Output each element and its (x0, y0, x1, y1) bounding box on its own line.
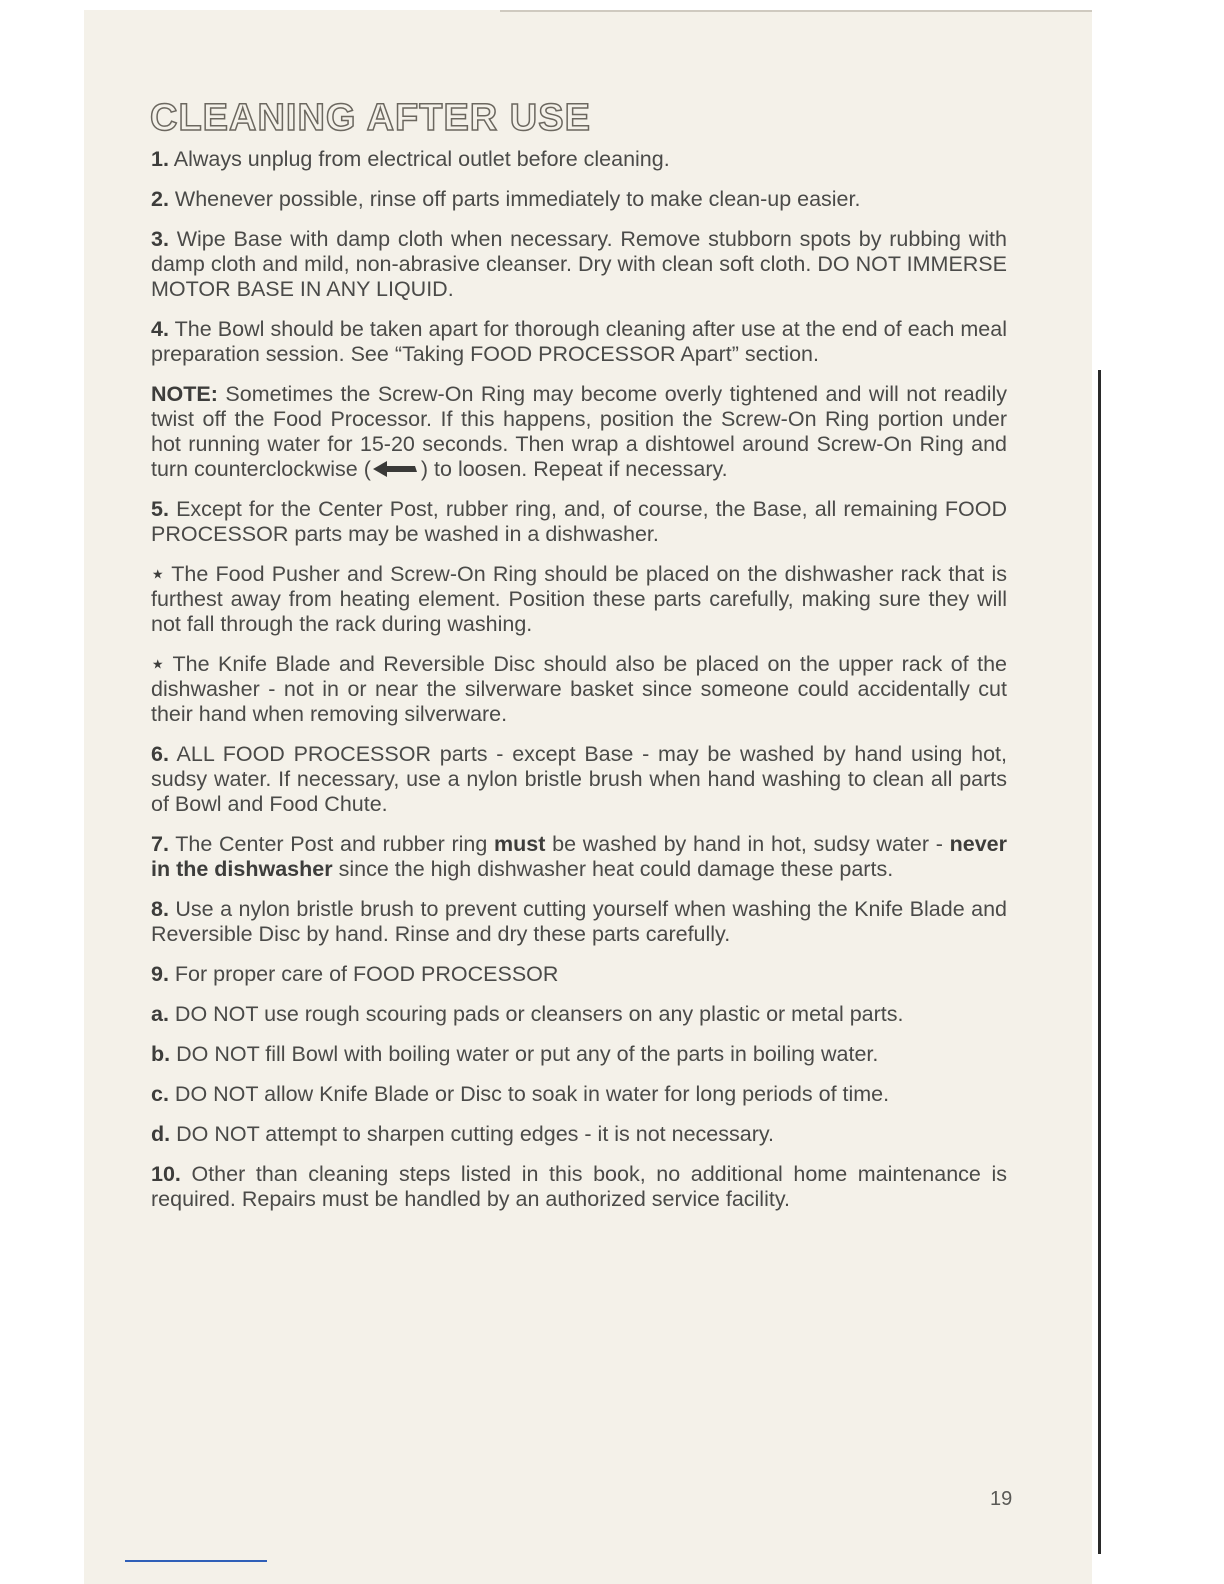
list-item (151, 742, 1007, 817)
list-item (151, 317, 1007, 367)
item-text: DO NOT fill Bowl with boiling water or put any of the parts in boiling water. (176, 1042, 879, 1066)
paren-close: ) (420, 457, 429, 481)
note-label: NOTE: (151, 382, 218, 406)
instructions-list (151, 147, 1007, 1227)
paren-open: ( (363, 457, 371, 481)
emphasis-text: never in the dishwasher (151, 832, 1007, 881)
list-item (151, 227, 1007, 302)
list-item (151, 1162, 1007, 1212)
list-item (151, 497, 1007, 547)
note-text: Sometimes the Screw-On Ring may become overly tightened and will not readily twist off the Food Processor. If this happens, position the Screw-On Ring portion under hot running water for 15-20 seconds. Then wrap a dishtowel around Screw-On Ring and turn counterclockwise (151, 382, 1008, 481)
item-text: since the high dishwasher heat could damage these parts. (338, 857, 894, 881)
item-number: 5. (151, 497, 169, 521)
item-number: 9. (151, 962, 169, 986)
item-text: The Bowl should be taken apart for thorough cleaning after use at the end of each meal preparation session. See “Taking FOOD PROCESSOR Apart” section. (151, 317, 1007, 366)
item-text: ALL FOOD PROCESSOR parts - except Base - may be washed by hand using hot, sudsy water. If necessary, use a nylon bristle brush when hand washing to clean all parts of Bowl and Food Chute. (151, 742, 1007, 816)
sub-item (151, 1122, 1007, 1147)
star-item (151, 562, 1007, 637)
item-text: DO NOT use rough scouring pads or cleansers on any plastic or metal parts. (174, 1002, 904, 1026)
emphasis-text: must (494, 832, 546, 856)
note-paragraph (151, 382, 1007, 482)
counterclockwise-arrow-icon (371, 459, 421, 479)
star-icon: ⋆ (151, 562, 165, 586)
item-text: Other than cleaning steps listed in this book, no additional home maintenance is required. Repairs must be handled by an authorized service facility. (151, 1162, 1007, 1211)
sub-item (151, 1042, 1007, 1067)
item-text: Use a nylon bristle brush to prevent cutting yourself when washing the Knife Blade and Reversible Disc by hand. Rinse and dry these parts carefully. (151, 897, 1007, 946)
item-text: Except for the Center Post, rubber ring, and, of course, the Base, all remaining FOOD PROCESSOR parts may be washed in a dishwasher. (151, 497, 1007, 546)
item-text: The Food Pusher and Screw-On Ring should be placed on the dishwasher rack that is furthest away from heating element. Position these parts carefully, making sure they will not fall through the rack during washing. (151, 562, 1007, 636)
sub-item (151, 1082, 1007, 1107)
item-number: 6. (151, 742, 169, 766)
note-text-after: to loosen. Repeat if necessary. (434, 457, 728, 481)
item-number: 7. (151, 832, 169, 856)
item-text: Wipe Base with damp cloth when necessary. Remove stubborn spots by rubbing with damp cloth and mild, non-abrasive cleanser. Dry with clean soft cloth. DO NOT IMMERSE MOTOR BASE IN ANY LIQUID. (151, 227, 1007, 301)
item-text: The Center Post and rubber ring (175, 832, 488, 856)
item-text: be washed by hand in hot, sudsy water - (552, 832, 943, 856)
page-number: 19 (990, 1488, 1013, 1510)
bottom-link-underline (125, 1560, 267, 1562)
item-text: DO NOT attempt to sharpen cutting edges - it is not necessary. (176, 1122, 774, 1146)
list-item (151, 832, 1007, 882)
item-letter: a. (151, 1002, 169, 1026)
item-number: 1. (151, 147, 169, 171)
item-text: The Knife Blade and Reversible Disc should also be placed on the upper rack of the dishwasher - not in or near the silverware basket since someone could accidentally cut their hand when removing silverware. (151, 652, 1007, 726)
item-letter: d. (151, 1122, 171, 1146)
page-title: CLEANING AFTER USE (150, 97, 591, 139)
sub-item (151, 1002, 1007, 1027)
item-text: Always unplug from electrical outlet before cleaning. (173, 147, 670, 171)
item-number: 4. (151, 317, 169, 341)
list-item (151, 897, 1007, 947)
right-edge-line (1098, 370, 1101, 1554)
item-number: 8. (151, 897, 169, 921)
item-text: Whenever possible, rinse off parts immediately to make clean-up easier. (174, 187, 861, 211)
item-letter: c. (151, 1082, 169, 1106)
top-edge-line (500, 10, 1092, 12)
item-number: 10. (151, 1162, 181, 1186)
item-letter: b. (151, 1042, 171, 1066)
list-item (151, 147, 1007, 172)
list-item (151, 187, 1007, 212)
star-item (151, 652, 1007, 727)
item-number: 3. (151, 227, 169, 251)
item-text: DO NOT allow Knife Blade or Disc to soak in water for long periods of time. (174, 1082, 890, 1106)
item-number: 2. (151, 187, 169, 211)
list-item (151, 962, 1007, 987)
item-text: For proper care of FOOD PROCESSOR (174, 962, 559, 986)
star-icon: ⋆ (151, 652, 165, 676)
